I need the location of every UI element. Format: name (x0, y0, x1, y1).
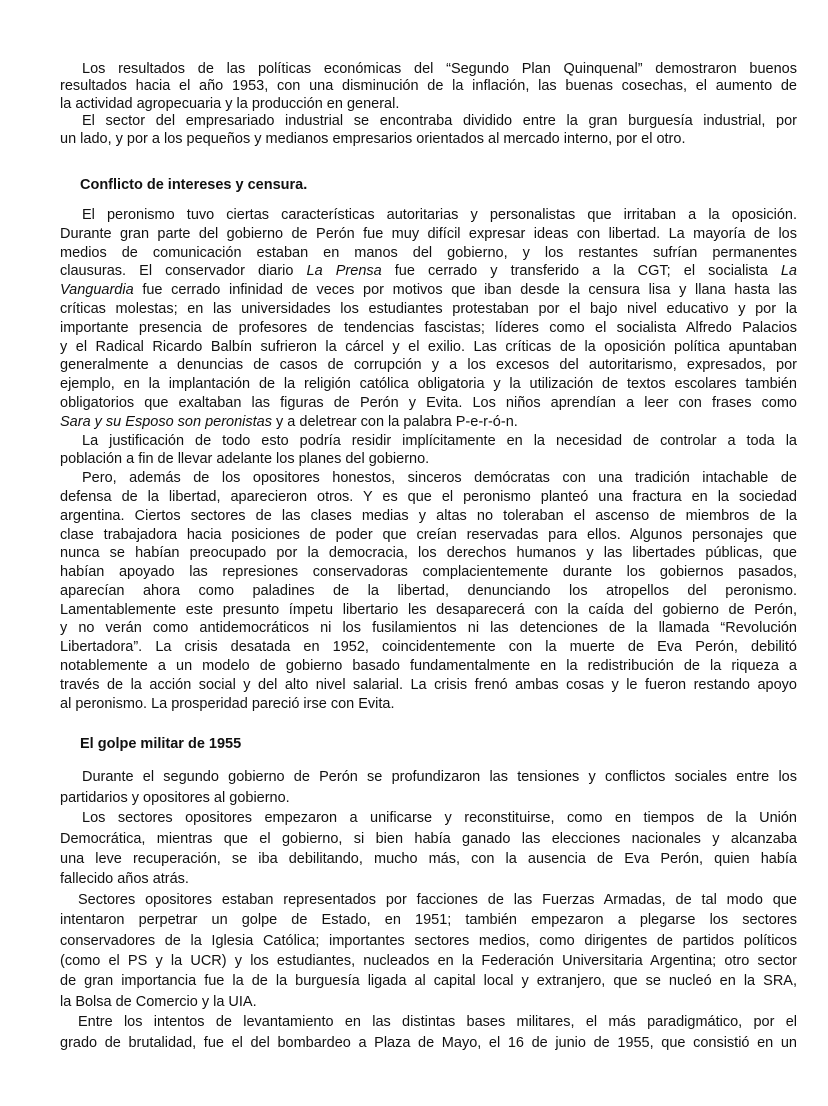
italic-title: La Prensa (306, 263, 382, 280)
italic-title: La (780, 263, 797, 280)
paragraph (60, 432, 797, 470)
section-heading: El golpe militar de 1955 (80, 736, 242, 753)
text-line: notablemente a un modelo de gobierno basado fundamentalmente en la redistribución de la riqueza a (60, 658, 797, 675)
text-line: generalmente a denuncias de casos de corrupción y a los excesos del autoritarismo, expresados, por (60, 357, 797, 374)
paragraph (60, 469, 797, 713)
text-line: medios de comunicación estaban en manos del gobierno, y los restantes sufrían permanentes (60, 244, 797, 261)
text-line: de gran importancia fue la de la burguesía ligada al capital local y extranjero, que se nucleó en la SRA, (60, 973, 797, 990)
text-line (60, 262, 797, 281)
text-line: y el Radical Ricardo Balbín sufrieron la cárcel y el exilio. Las críticas de la oposición política apuntaban (60, 338, 797, 355)
text-line: clase trabajadora hacia posiciones de poder que creían reservadas para ellos. Algunos personajes que (60, 526, 797, 543)
text-line: partidarios y opositores al gobierno. (60, 789, 290, 806)
paragraph (60, 113, 797, 148)
italic-title: Vanguardia (60, 282, 134, 299)
text-line: intentaron perpetrar un golpe de Estado, en 1951; también empezaron a plegarse los sectores (60, 912, 797, 929)
text-line: nunca se habían preocupado por la democracia, los derechos humanos y las libertades públicas, que (60, 545, 797, 562)
text-line: Pero, además de los opositores honestos, sinceros demócratas con una tradición intachable de (82, 470, 797, 487)
text-line: críticas molestas; en las universidades los estudiantes protestaban por el bajo nivel educativo y por la (60, 300, 797, 317)
text-line: La justificación de todo esto podría residir implícitamente en la necesidad de controlar a toda la (82, 432, 797, 449)
paragraph (60, 890, 797, 1012)
text-line: habían apoyado las represiones conservadoras complacientemente durante los gobiernos pasados, (60, 564, 797, 581)
text-segment: fue cerrado y transferido a la CGT; el socialista (381, 263, 781, 280)
text-line: Lamentablemente este presunto ímpetu libertario les desaparecerá con la caída del gobierno de Perón, (60, 601, 797, 618)
text-line: al peronismo. La prosperidad pareció irse con Evita. (60, 695, 395, 712)
text-line: la actividad agropecuaria y la producción en general. (60, 95, 400, 112)
text-line: población a fin de llevar adelante los planes del gobierno. (60, 451, 430, 468)
text-line: conservadores de la Iglesia Católica; importantes sectores medios, como dirigentes de partidos políticos (60, 932, 797, 949)
paragraph (60, 61, 797, 113)
text-line: Durante gran parte del gobierno de Perón fue muy difícil expresar ideas con libertad. La mayoría de los (60, 225, 797, 242)
text-line: argentina. Ciertos sectores de las clases medias y altas no toleraban el ascenso de miembros de la (60, 507, 797, 524)
text-line: Democrática, mientras que el gobierno, si bien había ganado las elecciones nacionales y alcanzaba (60, 830, 797, 847)
text-line: Durante el segundo gobierno de Perón se profundizaron las tensiones y conflictos sociales entre los (82, 769, 797, 786)
text-line: la Bolsa de Comercio y la UIA. (60, 993, 257, 1010)
paragraph (60, 808, 797, 890)
text-line: resultados hacia el año 1953, con una disminución de la inflación, las buenas cosechas, el aumento de (60, 78, 797, 95)
text-line: Los resultados de las políticas económicas del “Segundo Plan Quinquenal” demostraron buenos (82, 61, 797, 77)
text-line: importante presencia de profesores de tendencias fascistas; líderes como el socialista Alfredo Palacios (60, 319, 797, 336)
text-line: un lado, y por a los pequeños y medianos empresarios orientados al mercado interno, por el otro. (60, 130, 686, 147)
text-line: Sectores opositores estaban representados por facciones de las Fuerzas Armadas, de tal modo que (78, 891, 797, 908)
paragraph (60, 206, 797, 432)
text-line: El peronismo tuvo ciertas características autoritarias y personalistas que irritaban a la oposición. (82, 206, 797, 223)
paragraph (60, 767, 797, 808)
text-line: fallecido años atrás. (60, 871, 189, 888)
text-line (60, 413, 797, 432)
text-line: y no verán como antidemocráticos ni los fusilamientos ni las detenciones de la llamada “Revolución (60, 620, 797, 637)
text-line: ejemplo, en la implantación de la religión católica obligatoria y la utilización de textos escolares también (60, 376, 797, 393)
text-line: obligatorios que exaltaban las figuras de Perón y Evita. Los niños aprendían a leer con frases como (60, 394, 797, 411)
text-line: (como el PS y la UCR) y los estudiantes, nucleados en la Federación Universitaria Argentina; otro sector (60, 952, 797, 969)
text-line: una leve recuperación, se iba debilitando, mucho más, con la ausencia de Eva Perón, quien había (60, 851, 797, 868)
text-segment: fue cerrado infinidad de veces por motivos que iban desde la censura lisa y llana hasta las (133, 282, 797, 299)
text-line: Entre los intentos de levantamiento en las distintas bases militares, el más paradigmático, por el (78, 1014, 797, 1031)
text-line: Libertadora”. La crisis desatada en 1952, coincidentemente con la muerte de Eva Perón, debilitó (60, 639, 797, 656)
text-line: El sector del empresariado industrial se encontraba dividido entre la gran burguesía industrial, por (82, 113, 797, 130)
italic-title: Sara y su Esposo son peronistas (60, 413, 272, 430)
paragraph (60, 1012, 797, 1053)
text-segment: clausuras. El conservador diario (60, 263, 307, 280)
text-line: través de la acción social y del alto nivel salarial. La crisis frenó ambas cosas y le fueron restando apoyo (60, 676, 797, 693)
text-line: Los sectores opositores empezaron a unificarse y reconstituirse, como en tiempos de la Unión (82, 810, 797, 827)
section-heading: Conflicto de intereses y censura. (80, 176, 308, 193)
text-line (60, 281, 797, 300)
text-segment: y a deletrear con la palabra P-e-r-ó-n. (271, 413, 518, 430)
text-line: aparecían ahora como paladines de la libertad, denunciando los atropellos del peronismo. (60, 582, 797, 599)
text-line: grado de brutalidad, fue el del bombardeo a Plaza de Mayo, el 16 de junio de 1955, que consistió en un (60, 1034, 797, 1051)
document-page (60, 61, 797, 1053)
text-line: defensa de la libertad, aparecieron otros. Y es que el peronismo planteó una fractura en la sociedad (60, 488, 797, 505)
